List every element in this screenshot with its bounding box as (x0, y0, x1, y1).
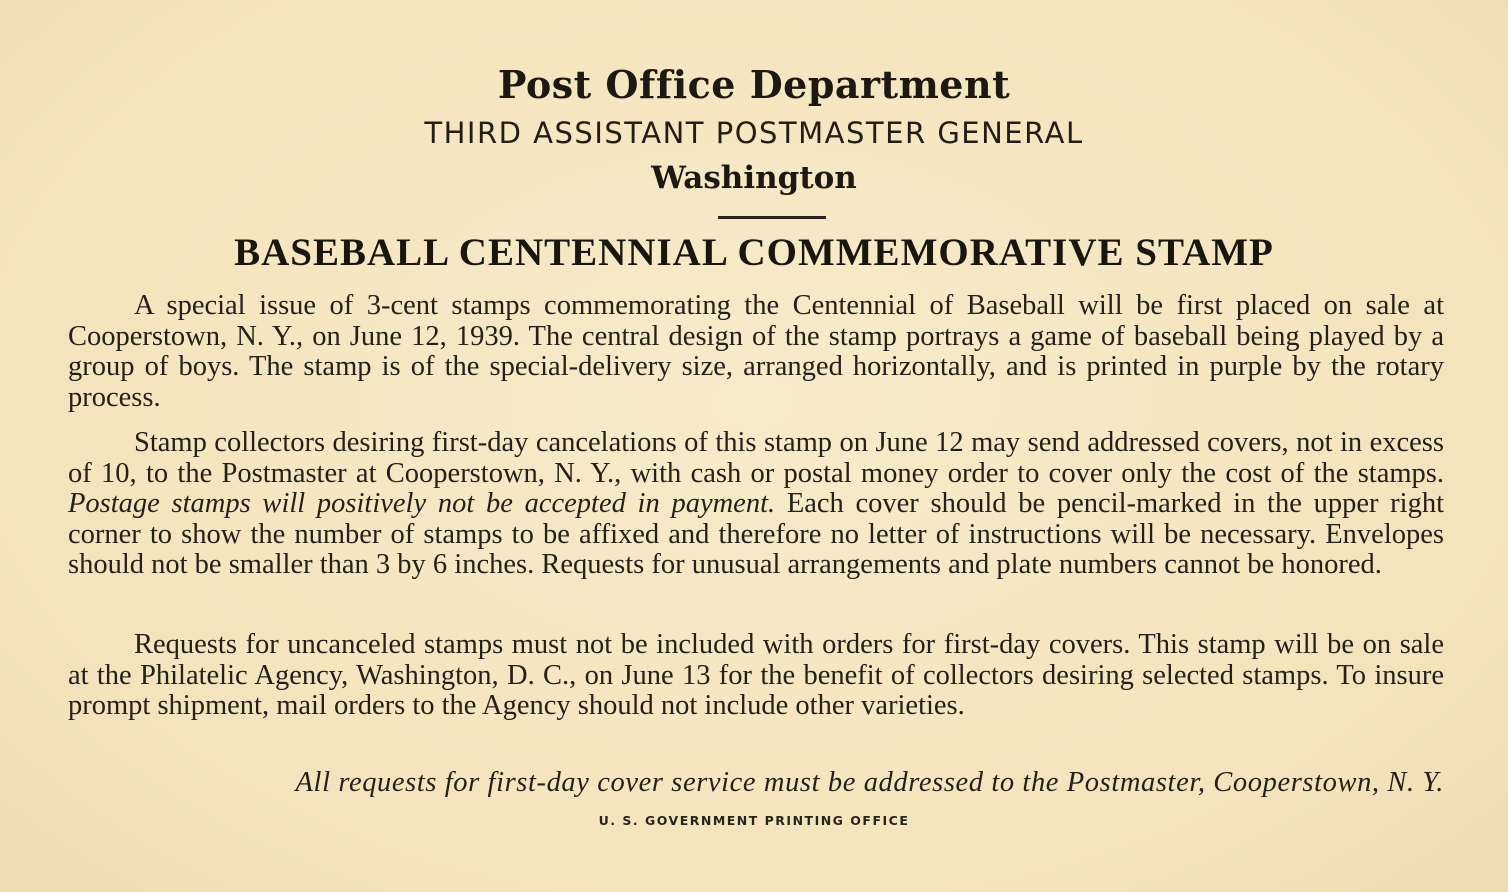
closing-instruction: All requests for first-day cover service must be addressed to the Postmaster, Cooperstown, N. Y. (295, 767, 1444, 798)
paragraph-uncanceled-stamps: Requests for uncanceled stamps must not be included with orders for first-day covers. This stamp will be on sale at the Philatelic Agency, Washington, D. C., on June 13 for the benefit of collectors desiring selected stamps. To insure prompt shipment, mail orders to the Agency should not include other varieties. (68, 629, 1444, 721)
paragraph-first-day-cancelations (68, 428, 1444, 581)
printer-credit: U. S. GOVERNMENT PRINTING OFFICE (598, 813, 910, 828)
page-title: BASEBALL CENTENNIAL COMMEMORATIVE STAMP (234, 231, 1274, 274)
paragraph-text: Stamp collectors desiring first-day cancelations of this stamp on June 12 may send addressed covers, not in excess of 10, to the Postmaster at Cooperstown, N. Y., with cash or postal money order to cover only the cost of the stamps. (68, 427, 1444, 489)
payment-warning: Postage stamps will positively not be accepted in payment. (68, 488, 776, 519)
department-heading: Post Office Department (497, 62, 1011, 107)
office-heading: THIRD ASSISTANT POSTMASTER GENERAL (424, 116, 1084, 150)
divider-rule (718, 216, 826, 219)
paragraph-text: Each cover should be pencil-marked in the upper right corner to show the number of stamps to be affixed and therefore no letter of instructions will be necessary. Envelopes should not be smaller than 3 by 6 inches. Requests for unusual arrangements and plate numbers cannot be honored. (68, 488, 1444, 580)
paragraph-issue-details: A special issue of 3-cent stamps commemorating the Centennial of Baseball will be first placed on sale at Cooperstown, N. Y., on June 12, 1939. The central design of the stamp portrays a game of baseball being played by a group of boys. The stamp is of the special-delivery size, arranged horizontally, and is printed in purple by the rotary process. (68, 290, 1444, 413)
city-heading: Washington (651, 160, 857, 196)
